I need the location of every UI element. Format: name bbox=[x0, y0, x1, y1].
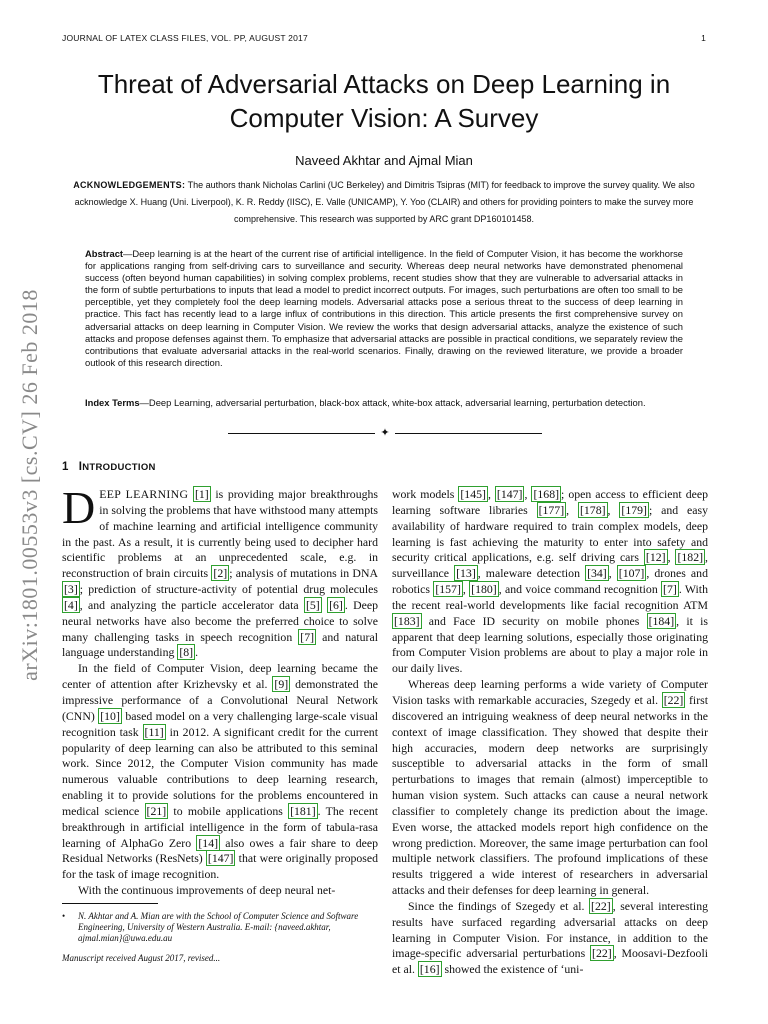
citation-link[interactable]: [1] bbox=[194, 487, 209, 501]
section-heading bbox=[62, 461, 156, 473]
intro-paragraph-6 bbox=[392, 899, 708, 978]
right-column bbox=[392, 487, 708, 978]
body-text: and Face ID security on mobile phones bbox=[421, 613, 647, 628]
body-text: to mobile applications bbox=[168, 803, 289, 818]
body-text: , surveillance bbox=[392, 550, 708, 581]
section-number: 1 bbox=[62, 461, 69, 473]
separator-line-left bbox=[228, 433, 375, 434]
manuscript-note: Manuscript received August 2017, revised... bbox=[62, 953, 221, 963]
running-header bbox=[62, 33, 706, 47]
citation-link[interactable]: [13] bbox=[456, 566, 476, 581]
citation-link[interactable]: [183] bbox=[394, 613, 420, 628]
citation-link[interactable]: [3] bbox=[64, 582, 78, 597]
body-text: . Deep neural networks have also become the preferred choice to solve many challenging tasks in speech recognition bbox=[62, 597, 379, 644]
body-text: In the field of Computer Vision, deep learning became the center of attention after Krizhevsky et al. bbox=[62, 661, 378, 692]
body-text: , and analyzing the particle accelerator data bbox=[79, 597, 304, 612]
body-text: based model on a very challenging large-scale visual recognition task bbox=[62, 708, 379, 739]
body-text: . bbox=[195, 645, 199, 660]
body-text: . With the recent real-world developments like facial recognition ATM bbox=[392, 582, 708, 612]
body-text: first discovered an intriguing weakness of deep neural networks in the context of image classification. They showed that despite their high accuracies, modern deep networks are surprisingly susceptible to adversarial attacks in the form of small perturbations to images that remain (almost) imperceptible to human vision system. Such attacks can cause a neural network classifier to completely change its prediction about the image. Even worse, the attacked models report high confidence on the wrong prediction. Moreover, the same image perturbation can fool multiple network classifiers. The profound implications of these results triggered a wide interest of researchers in adversarial attacks and their defenses for deep learning in general. bbox=[392, 692, 709, 898]
citation-link[interactable]: [147] bbox=[496, 487, 523, 501]
body-text: also owes a fair share to deep Residual Networks (ResNets) bbox=[62, 835, 379, 866]
arxiv-stamp bbox=[10, 270, 50, 700]
citation-link[interactable]: [6] bbox=[329, 597, 343, 612]
citation-link[interactable]: [178] bbox=[579, 502, 606, 517]
body-text: , and voice command recognition bbox=[498, 582, 662, 597]
paper-title: Threat of Adversarial Attacks on Deep Learning in Computer Vision: A Survey bbox=[97, 69, 671, 133]
body-text: , bbox=[608, 566, 617, 581]
body-text: With the continuous improvements of deep neural net- bbox=[78, 883, 336, 898]
section-title-rest: NTRODUCTION bbox=[82, 462, 156, 473]
body-text: , bbox=[462, 582, 470, 597]
intro-paragraph-5 bbox=[392, 677, 708, 899]
citation-link[interactable]: [168] bbox=[533, 487, 560, 501]
body-text: , drones and robotics bbox=[392, 566, 708, 597]
footnote-rule bbox=[62, 903, 158, 904]
index-terms-text: —Deep Learning, adversarial perturbation, black-box attack, white-box attack, adversarial learning, perturbation detection. bbox=[139, 397, 646, 408]
separator-diamond-icon: ✦ bbox=[380, 427, 390, 439]
footnote-bullet: • bbox=[62, 911, 66, 921]
citation-link[interactable]: [7] bbox=[300, 629, 315, 644]
section-separator bbox=[228, 426, 542, 440]
left-column bbox=[62, 482, 379, 899]
acknowledgements-label: ACKNOWLEDGEMENTS: bbox=[73, 180, 186, 190]
citation-link[interactable]: [179] bbox=[621, 502, 647, 517]
citation-link[interactable]: [8] bbox=[179, 645, 194, 660]
separator-line-right bbox=[395, 433, 542, 434]
body-text: , several interesting results have surfaced regarding adversarial attacks on deep learning in Computer Vision. For instance, in addition to the image-specific adversarial perturbations bbox=[392, 898, 708, 961]
body-text: in 2012. A significant credit for the current popularity of deep learning can also be attributed to this seminal work. Since 2012, the Computer Vision community has made numerous valuable contributions to deep learning research, enabling it to provide solutions for the problems encountered in medical science bbox=[62, 724, 378, 818]
body-text: , maleware detection bbox=[477, 566, 586, 581]
intro-paragraph-1 bbox=[62, 482, 379, 661]
authors: Naveed Akhtar and Ajmal Mian bbox=[295, 153, 473, 168]
body-text: is providing major breakthroughs in solving the problems that have withstood many attempts of machine learning and artificial intelligence community in the past. As a result, it is currently being used to decipher hard scientific problems at an unprecedented scale, e.g. in reconstruction of brain circuits bbox=[62, 487, 378, 581]
body-text: . The recent breakthrough in artificial intelligence in the form of tabula-rasa learning of AlphaGo Zero bbox=[62, 803, 378, 850]
lead-small-caps: EEP LEARNING bbox=[99, 487, 189, 501]
body-text: , Moosavi-Dezfooli et al. bbox=[392, 946, 708, 977]
intro-paragraph-2 bbox=[62, 661, 378, 883]
citation-link[interactable]: [157] bbox=[435, 582, 461, 597]
section-title-initial: I bbox=[78, 461, 83, 473]
body-text: , bbox=[524, 487, 532, 501]
citation-link[interactable]: [147] bbox=[207, 851, 234, 866]
acknowledgements bbox=[62, 177, 706, 228]
citation-link[interactable]: [10] bbox=[100, 708, 120, 723]
citation-link[interactable]: [4] bbox=[64, 597, 78, 612]
citation-link[interactable]: [145] bbox=[460, 487, 486, 501]
journal-name: JOURNAL OF LATEX CLASS FILES, VOL. PP, AUGUST 2017 bbox=[62, 33, 308, 43]
body-text: ; analysis of mutations in DNA bbox=[229, 566, 378, 581]
acknowledgements-text: The authors thank Nicholas Carlini (UC Berkeley) and Dimitris Tsipras (MIT) for feedback to improve the survey quality. We also acknowledge X. Huang (Uni. Liverpool), K. R. Reddy (IISC), E. Valle (UNICAMP), Y. Yoo (CLAIR) and others for providing pointers to make the survey more comprehensive. This research was supported by ARC grant DP160101458. bbox=[74, 180, 695, 224]
footnote-text: N. Akhtar and A. Mian are with the School of Computer Science and Software Engineering, University of Western Australia. E-mail: {naveed.akhtar, ajmal.mian}@uwa.edu.au bbox=[78, 911, 359, 943]
body-text: , bbox=[667, 550, 676, 565]
citation-link[interactable]: [14] bbox=[198, 835, 219, 850]
citation-link[interactable]: [22] bbox=[591, 898, 611, 913]
citation-link[interactable]: [34] bbox=[587, 566, 607, 581]
citation-link[interactable]: [107] bbox=[618, 566, 645, 581]
citation-link[interactable]: [11] bbox=[144, 724, 164, 739]
citation-link[interactable]: [12] bbox=[645, 550, 666, 565]
body-text: ; and easy availability of hardware required to train complex models, deep learning is fast achieving the maturity to enter into safety and security critical applications, e.g. self driving cars bbox=[392, 502, 708, 565]
citation-link[interactable]: [182] bbox=[677, 550, 704, 565]
dropcap: D bbox=[62, 482, 96, 533]
citation-link[interactable]: [7] bbox=[663, 582, 677, 597]
body-text: Whereas deep learning performs a wide variety of Computer Vision tasks with remarkable accuracies, Szegedy et al. bbox=[392, 677, 708, 707]
intro-paragraph-4 bbox=[392, 487, 708, 677]
index-terms bbox=[85, 397, 683, 409]
citation-link[interactable]: [9] bbox=[274, 677, 289, 692]
body-text: ; open access to efficient deep learning software libraries bbox=[392, 487, 709, 517]
body-text: work models bbox=[392, 487, 459, 501]
body-text: demonstrated the impressive performance of a Convolutional Neural Network (CNN) bbox=[62, 677, 378, 723]
citation-link[interactable]: [5] bbox=[305, 597, 320, 612]
citation-link[interactable]: [22] bbox=[663, 692, 684, 707]
abstract-text: —Deep learning is at the heart of the current rise of artificial intelligence. In the field of Computer Vision, it has become the workhorse for applications ranging from self-driving cars to surveillance and security. Whereas deep neural networks have demonstrated phenomenal success (often beyond human capabilities) in solving complex problems, recent studies show that they are vulnerable to adversarial attacks in the form of subtle perturbations to inputs that lead a model to predict incorrect outputs. For images, such perturbations are often too small to be perceptible, yet they completely fool the deep learning models. Adversarial attacks pose a serious threat to the success of deep learning in practice. This fact has recently lead to a large influx of contributions in this direction. This article presents the first comprehensive survey on adversarial attacks on deep learning in Computer Vision. We review the works that design adversarial attacks, analyze the existence of such attacks and propose defenses against them. To emphasize that adversarial attacks are possible in practical conditions, we separately review the contributions that evaluate adversarial attacks in the real-world scenarios. Finally, drawing on the reviewed literature, we provide a broader outlook of this research direction. bbox=[85, 248, 683, 368]
body-text: ; prediction of structure-activity of potential drug molecules bbox=[79, 582, 378, 597]
citation-link[interactable]: [16] bbox=[419, 962, 440, 977]
body-text: and natural language understanding bbox=[62, 629, 379, 660]
citation-link[interactable]: [184] bbox=[648, 613, 675, 628]
citation-link[interactable]: [2] bbox=[213, 566, 228, 581]
body-text: Since the findings of Szegedy et al. bbox=[408, 898, 590, 913]
body-text: showed the existence of ‘uni- bbox=[441, 962, 584, 977]
arxiv-stamp-text: arXiv:1801.00553v3 [cs.CV] 26 Feb 2018 bbox=[17, 289, 42, 681]
citation-link[interactable]: [180] bbox=[471, 582, 497, 597]
citation-link[interactable]: [177] bbox=[538, 502, 565, 517]
citation-link[interactable]: [22] bbox=[592, 946, 612, 961]
page-number: 1 bbox=[701, 33, 706, 43]
abstract bbox=[85, 248, 683, 369]
body-text: , bbox=[487, 487, 495, 501]
author-footnote bbox=[62, 911, 378, 944]
body-text: that were originally proposed for the task of image recognition. bbox=[62, 851, 378, 882]
body-text: , bbox=[566, 502, 578, 517]
abstract-label: Abstract bbox=[85, 248, 124, 259]
body-text: , bbox=[607, 502, 620, 517]
body-text: , it is apparent that deep learning solutions, especially those originating from Computer Vision problems are about to play a major role in our daily lives. bbox=[392, 613, 708, 676]
intro-paragraph-3 bbox=[62, 883, 378, 899]
citation-link[interactable]: [181] bbox=[290, 803, 316, 818]
citation-link[interactable]: [21] bbox=[146, 803, 167, 818]
index-terms-label: Index Terms bbox=[85, 397, 140, 408]
